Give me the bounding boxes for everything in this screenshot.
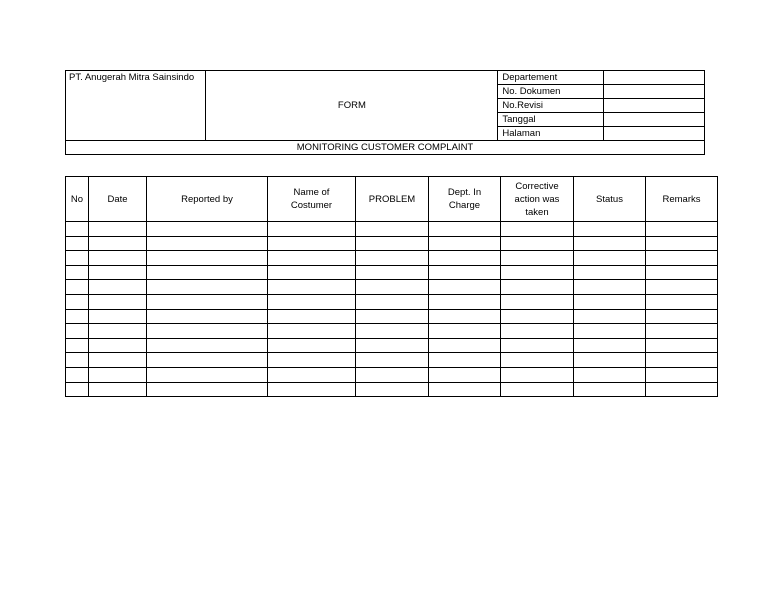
table-cell[interactable] [646, 236, 718, 251]
table-cell[interactable] [66, 353, 89, 368]
table-row [66, 309, 718, 324]
table-cell[interactable] [147, 324, 268, 339]
table-cell[interactable] [147, 294, 268, 309]
table-cell[interactable] [268, 338, 356, 353]
column-header-customer-name: Name of Costumer [268, 177, 356, 222]
table-cell[interactable] [574, 353, 646, 368]
table-cell[interactable] [66, 265, 89, 280]
table-cell[interactable] [268, 265, 356, 280]
table-cell[interactable] [501, 280, 574, 295]
table-cell[interactable] [66, 338, 89, 353]
table-cell[interactable] [429, 222, 501, 237]
table-cell[interactable] [501, 265, 574, 280]
table-cell[interactable] [501, 338, 574, 353]
table-cell[interactable] [147, 265, 268, 280]
table-cell[interactable] [574, 251, 646, 266]
table-cell[interactable] [501, 236, 574, 251]
table-cell[interactable] [574, 324, 646, 339]
table-cell[interactable] [574, 265, 646, 280]
table-cell[interactable] [147, 236, 268, 251]
meta-label-departement: Departement [498, 71, 603, 85]
table-cell[interactable] [89, 382, 147, 397]
table-cell[interactable] [147, 353, 268, 368]
table-cell[interactable] [356, 353, 429, 368]
table-row [66, 338, 718, 353]
table-cell[interactable] [646, 353, 718, 368]
meta-value-tanggal [603, 113, 704, 127]
table-cell[interactable] [646, 222, 718, 237]
table-cell[interactable] [501, 324, 574, 339]
table-cell[interactable] [147, 222, 268, 237]
table-cell[interactable] [66, 309, 89, 324]
table-cell[interactable] [501, 222, 574, 237]
table-cell[interactable] [429, 294, 501, 309]
table-cell[interactable] [356, 338, 429, 353]
table-cell[interactable] [268, 382, 356, 397]
table-cell[interactable] [89, 280, 147, 295]
column-header-dept-in-charge: Dept. In Charge [429, 177, 501, 222]
table-cell[interactable] [429, 353, 501, 368]
document-header [65, 70, 705, 155]
table-cell[interactable] [574, 367, 646, 382]
table-cell[interactable] [356, 309, 429, 324]
table-cell[interactable] [147, 382, 268, 397]
column-header-date: Date [89, 177, 147, 222]
table-cell[interactable] [356, 294, 429, 309]
table-cell[interactable] [574, 382, 646, 397]
table-body [66, 222, 718, 397]
table-cell[interactable] [66, 324, 89, 339]
table-cell[interactable] [356, 236, 429, 251]
table-cell[interactable] [501, 251, 574, 266]
table-cell[interactable] [147, 251, 268, 266]
table-cell[interactable] [501, 309, 574, 324]
meta-label-no-revisi: No.Revisi [498, 99, 603, 113]
table-cell[interactable] [501, 367, 574, 382]
table-cell[interactable] [356, 265, 429, 280]
table-row [66, 294, 718, 309]
table-cell[interactable] [429, 265, 501, 280]
table-cell[interactable] [501, 294, 574, 309]
meta-label-no-dokumen: No. Dokumen [498, 85, 603, 99]
meta-label-halaman: Halaman [498, 127, 603, 141]
table-row [66, 265, 718, 280]
table-row [66, 382, 718, 397]
table-cell[interactable] [429, 309, 501, 324]
meta-value-departement [603, 71, 704, 85]
table-cell[interactable] [574, 309, 646, 324]
table-cell[interactable] [574, 280, 646, 295]
form-label: FORM [206, 71, 498, 141]
table-cell[interactable] [89, 294, 147, 309]
table-header-row [66, 177, 718, 222]
table-cell[interactable] [147, 338, 268, 353]
table-cell[interactable] [429, 324, 501, 339]
table-cell[interactable] [89, 324, 147, 339]
table-cell[interactable] [356, 280, 429, 295]
table-cell[interactable] [66, 236, 89, 251]
table-cell[interactable] [89, 222, 147, 237]
table-cell[interactable] [268, 294, 356, 309]
table-cell[interactable] [66, 222, 89, 237]
table-cell[interactable] [574, 236, 646, 251]
table-cell[interactable] [356, 251, 429, 266]
table-cell[interactable] [268, 280, 356, 295]
table-row [66, 324, 718, 339]
meta-label-tanggal: Tanggal [498, 113, 603, 127]
table-cell[interactable] [89, 309, 147, 324]
column-header-corrective-action: Corrective action was taken [501, 177, 574, 222]
column-header-remarks: Remarks [646, 177, 718, 222]
table-cell[interactable] [646, 251, 718, 266]
table-cell[interactable] [574, 222, 646, 237]
column-header-status: Status [574, 177, 646, 222]
table-cell[interactable] [646, 324, 718, 339]
table-row [66, 251, 718, 266]
table-cell[interactable] [646, 367, 718, 382]
table-cell[interactable] [646, 265, 718, 280]
table-cell[interactable] [89, 265, 147, 280]
table-cell[interactable] [429, 236, 501, 251]
complaint-log-table [65, 176, 718, 397]
table-cell[interactable] [66, 367, 89, 382]
table-cell[interactable] [429, 382, 501, 397]
form-banner-title: MONITORING CUSTOMER COMPLAINT [66, 141, 705, 155]
table-cell[interactable] [646, 280, 718, 295]
meta-value-no-dokumen [603, 85, 704, 99]
table-cell[interactable] [574, 338, 646, 353]
table-cell[interactable] [356, 382, 429, 397]
table-cell[interactable] [268, 309, 356, 324]
table-row [66, 222, 718, 237]
table-cell[interactable] [574, 294, 646, 309]
table-row [66, 280, 718, 295]
table-cell[interactable] [89, 251, 147, 266]
table-cell[interactable] [356, 367, 429, 382]
table-cell[interactable] [429, 338, 501, 353]
table-cell[interactable] [268, 222, 356, 237]
table-cell[interactable] [356, 222, 429, 237]
table-cell[interactable] [646, 338, 718, 353]
table-row [66, 353, 718, 368]
table-cell[interactable] [147, 280, 268, 295]
table-cell[interactable] [89, 353, 147, 368]
table-cell[interactable] [268, 324, 356, 339]
table-cell[interactable] [89, 338, 147, 353]
table-cell[interactable] [429, 367, 501, 382]
table-cell[interactable] [66, 382, 89, 397]
table-cell[interactable] [429, 280, 501, 295]
table-row [66, 236, 718, 251]
table-cell[interactable] [646, 309, 718, 324]
column-header-no: No [66, 177, 89, 222]
table-cell[interactable] [147, 309, 268, 324]
table-cell[interactable] [66, 280, 89, 295]
meta-value-halaman [603, 127, 704, 141]
table-cell[interactable] [356, 324, 429, 339]
column-header-reported-by: Reported by [147, 177, 268, 222]
table-cell[interactable] [646, 294, 718, 309]
table-cell[interactable] [66, 251, 89, 266]
table-cell[interactable] [66, 294, 89, 309]
table-cell[interactable] [147, 367, 268, 382]
table-cell[interactable] [268, 367, 356, 382]
table-cell[interactable] [501, 382, 574, 397]
table-cell[interactable] [429, 251, 501, 266]
meta-value-no-revisi [603, 99, 704, 113]
column-header-problem: PROBLEM [356, 177, 429, 222]
table-cell[interactable] [89, 236, 147, 251]
table-cell[interactable] [501, 353, 574, 368]
table-row [66, 367, 718, 382]
table-cell[interactable] [268, 236, 356, 251]
table-cell[interactable] [646, 382, 718, 397]
table-cell[interactable] [89, 367, 147, 382]
company-name: PT. Anugerah Mitra Sainsindo [66, 71, 206, 141]
table-cell[interactable] [268, 353, 356, 368]
table-cell[interactable] [268, 251, 356, 266]
